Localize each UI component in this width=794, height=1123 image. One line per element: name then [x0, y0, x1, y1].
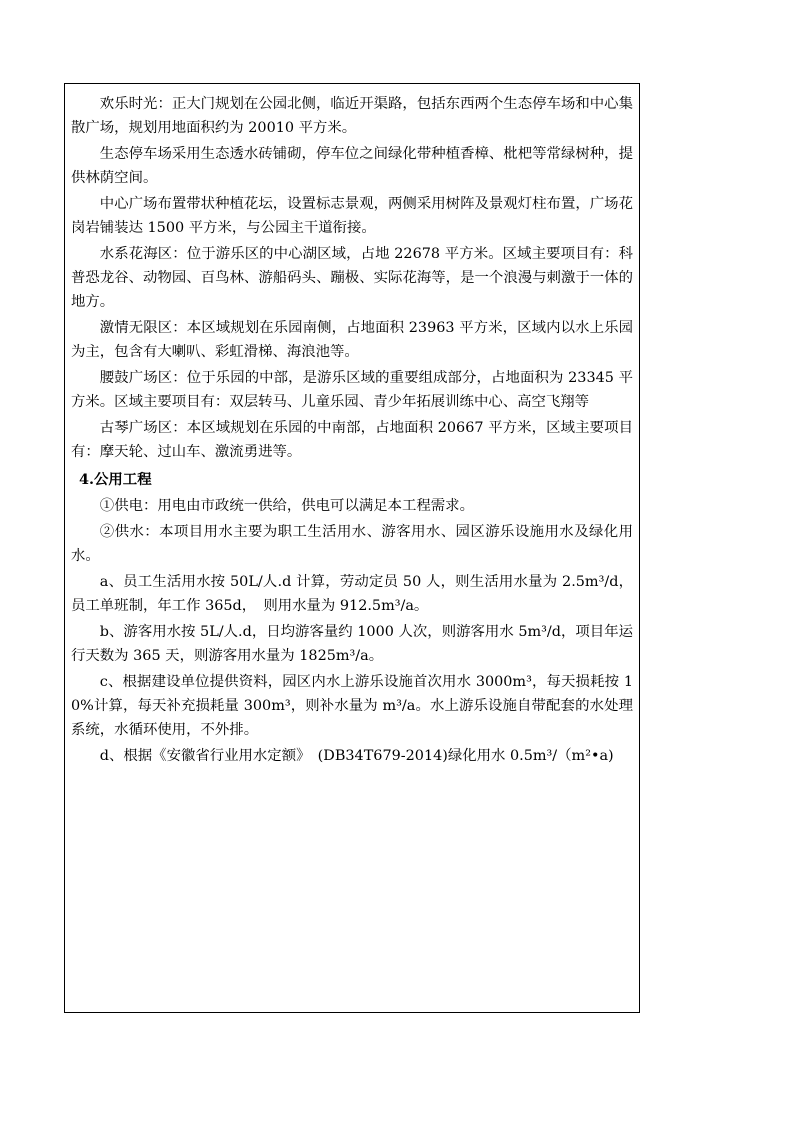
paragraph-waist-drum-plaza: 腰鼓广场区：位于乐园的中部，是游乐区域的重要组成部分，占地面积为 23345 平方米。区域主要项目有：双层转马、儿童乐园、青少年拓展训练中心、高空飞翔等 — [71, 370, 633, 410]
paragraph-main-gate: 欢乐时光：正大门规划在公园北侧，临近开渠路，包括东西两个生态停车场和中心集散广场，规划用地面积约为 20010 平方米。 — [71, 96, 633, 136]
paragraph-flower-sea-zone: 水系花海区：位于游乐区的中心湖区域，占地 22678 平方米。区域主要项目有：科普恐龙谷、动物园、百鸟林、游船码头、蹦极、实际花海等，是一个浪漫与刺激于一体的地方。 — [71, 246, 633, 310]
paragraph-water-supply: ②供水：本项目用水主要为职工生活用水、游客用水、园区游乐设施用水及绿化用水。 — [71, 524, 633, 564]
document-frame — [64, 83, 640, 1013]
paragraph-passion-zone: 激情无限区：本区域规划在乐园南侧，占地面积 23963 平方米，区域内以水上乐园为主，包含有大喇叭、彩虹滑梯、海浪池等。 — [71, 320, 633, 360]
paragraph-visitor-water: b、游客用水按 5L/人.d，日均游客量约 1000 人次，则游客用水 5m³/d，项目年运行天数为 365 天，则游客用水量为 1825m³/a。 — [71, 624, 633, 664]
paragraph-staff-water: a、员工生活用水按 50L/人.d 计算，劳动定员 50 人，则生活用水量为 2.5m³/d，员工单班制，年工作 365d， 则用水量为 912.5m³/a。 — [71, 574, 633, 614]
section-heading-public-works: 4.公用工程 — [79, 471, 152, 488]
paragraph-central-plaza: 中心广场布置带状种植花坛，设置标志景观，两侧采用树阵及景观灯柱布置，广场花岗岩铺装达 1500 平方米，与公园主干道衔接。 — [71, 196, 633, 236]
paragraph-green-water: d、根据《安徽省行业用水定额》 (DB34T679-2014)绿化用水 0.5m³/（m²•a) — [99, 748, 614, 764]
document-content — [71, 92, 633, 768]
paragraph-power-supply: ①供电：用电由市政统一供给，供电可以满足本工程需求。 — [99, 498, 474, 514]
paragraph-guqin-plaza: 古琴广场区：本区域规划在乐园的中南部，占地面积 20667 平方米，区域主要项目有：摩天轮、过山车、激流勇进等。 — [71, 420, 633, 460]
paragraph-ride-water: c、根据建设单位提供资料，园区内水上游乐设施首次用水 3000m³，每天损耗按 10%计算，每天补充损耗量 300m³，则补水量为 m³/a。水上游乐设施自带配套的水处理系统，水循环使用，不外排。 — [71, 674, 633, 738]
paragraph-eco-parking: 生态停车场采用生态透水砖铺砌，停车位之间绿化带种植香樟、枇杷等常绿树种，提供林荫空间。 — [71, 146, 633, 186]
